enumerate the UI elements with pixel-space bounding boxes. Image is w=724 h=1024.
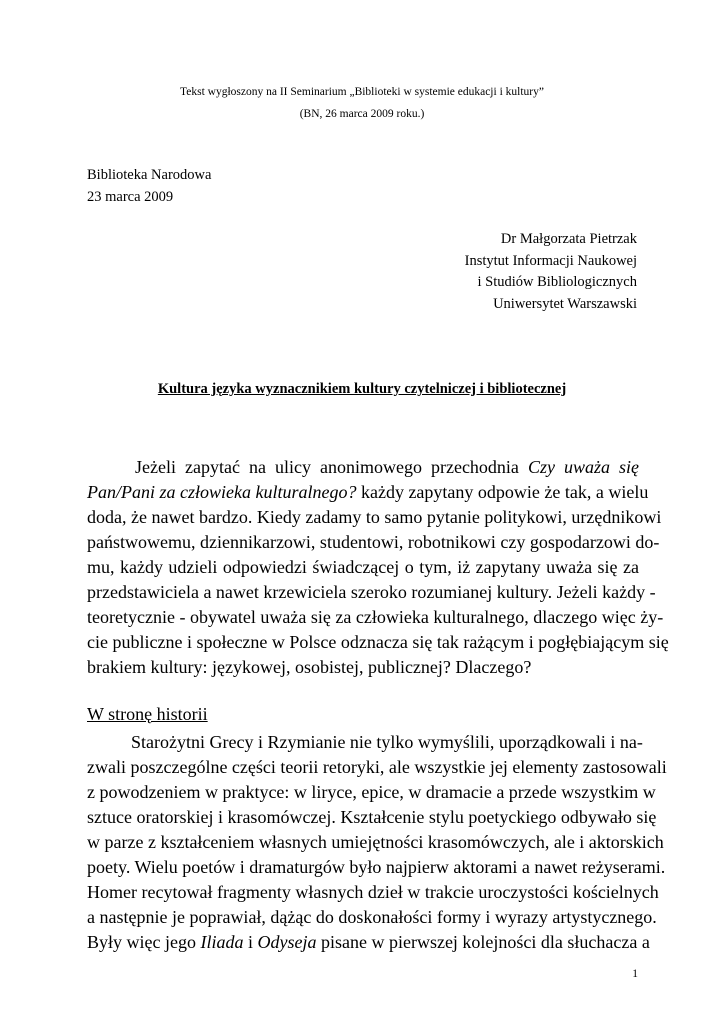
author-institute-2: i Studiów Bibliologicznych <box>477 274 637 290</box>
author-institute: Instytut Informacji Naukowej <box>464 252 637 269</box>
page-number: 1 <box>632 968 638 980</box>
text-line: w parze z kształceniem własnych umiejętności krasomówczych, ale i aktorskich <box>87 832 664 852</box>
text-line: cie publiczne i społeczne w Polsce odznacza się tak rażącym i pogłębiającym się <box>87 632 669 652</box>
text-line: Homer recytował fragmenty własnych dzieł w trakcie uroczystości kościelnych <box>87 882 659 902</box>
venue-place: Biblioteka Narodowa <box>87 167 212 183</box>
text-line: poety. Wielu poetów i dramaturgów było najpierw aktorami a nawet reżyserami. <box>87 857 666 877</box>
intro-paragraph <box>87 455 669 680</box>
text-line: teoretycznie - obywatel uważa się za człowieka kulturalnego, dlaczego więc ży- <box>87 607 664 627</box>
author-university: Uniwersytet Warszawski <box>493 295 637 312</box>
venue-block <box>87 165 211 208</box>
text-line: Pan/Pani za człowieka kulturalnego? każdy zapytany odpowie że tak, a wielu <box>87 482 649 502</box>
text-line: Były więc jego Iliada i Odyseja pisane w pierwszej kolejności dla słuchacza a <box>87 932 650 952</box>
header-line-1: Tekst wygłoszony na II Seminarium „Biblioteki w systemie edukacji i kultury” <box>180 86 544 98</box>
document-title: Kultura języka wyznacznikiem kultury czytelniczej i bibliotecznej <box>157 381 567 397</box>
text-line: doda, że nawet bardzo. Kiedy zadamy to samo pytanie politykowi, urzędnikowi <box>87 507 662 527</box>
text-line: przedstawiciela a nawet krzewiciela szeroko rozumianej kultury. Jeżeli każdy - <box>87 582 656 602</box>
text-line: z powodzeniem w praktyce: w liryce, epice, w dramacie a przede wszystkim w <box>87 782 656 802</box>
text-line: brakiem kultury: językowej, osobistej, publicznej? Dlaczego? <box>87 657 532 677</box>
text-line: Starożytni Grecy i Rzymianie nie tylko wymyślili, uporządkowali i na- <box>131 732 643 752</box>
text-line: zwali poszczególne części teorii retoryki, ale wszystkie jej elementy zastosowali <box>87 757 667 777</box>
text-line: mu, każdy udzieli odpowiedzi świadczącej o tym, iż zapytany uważa się za <box>87 557 639 577</box>
author-block <box>465 229 637 315</box>
section-paragraph <box>87 730 667 955</box>
text-line: sztuce oratorskiej i krasomówczej. Kształcenie stylu poetyckiego odbywało się <box>87 807 657 827</box>
section-heading: W stronę historii <box>87 704 208 724</box>
text-line: państwowemu, dziennikarzowi, studentowi, robotnikowi czy gospodarzowi do- <box>87 532 660 552</box>
author-name: Dr Małgorzata Pietrzak <box>500 231 637 247</box>
header-line-2: (BN, 26 marca 2009 roku.) <box>299 108 425 120</box>
text-line: Jeżeli zapytać na ulicy anonimowego przechodnia Czy uważa się <box>135 457 639 477</box>
venue-date: 23 marca 2009 <box>87 188 174 205</box>
text-line: a następnie je poprawiał, dążąc do doskonałości formy i wyrazy artystycznego. <box>87 907 657 927</box>
